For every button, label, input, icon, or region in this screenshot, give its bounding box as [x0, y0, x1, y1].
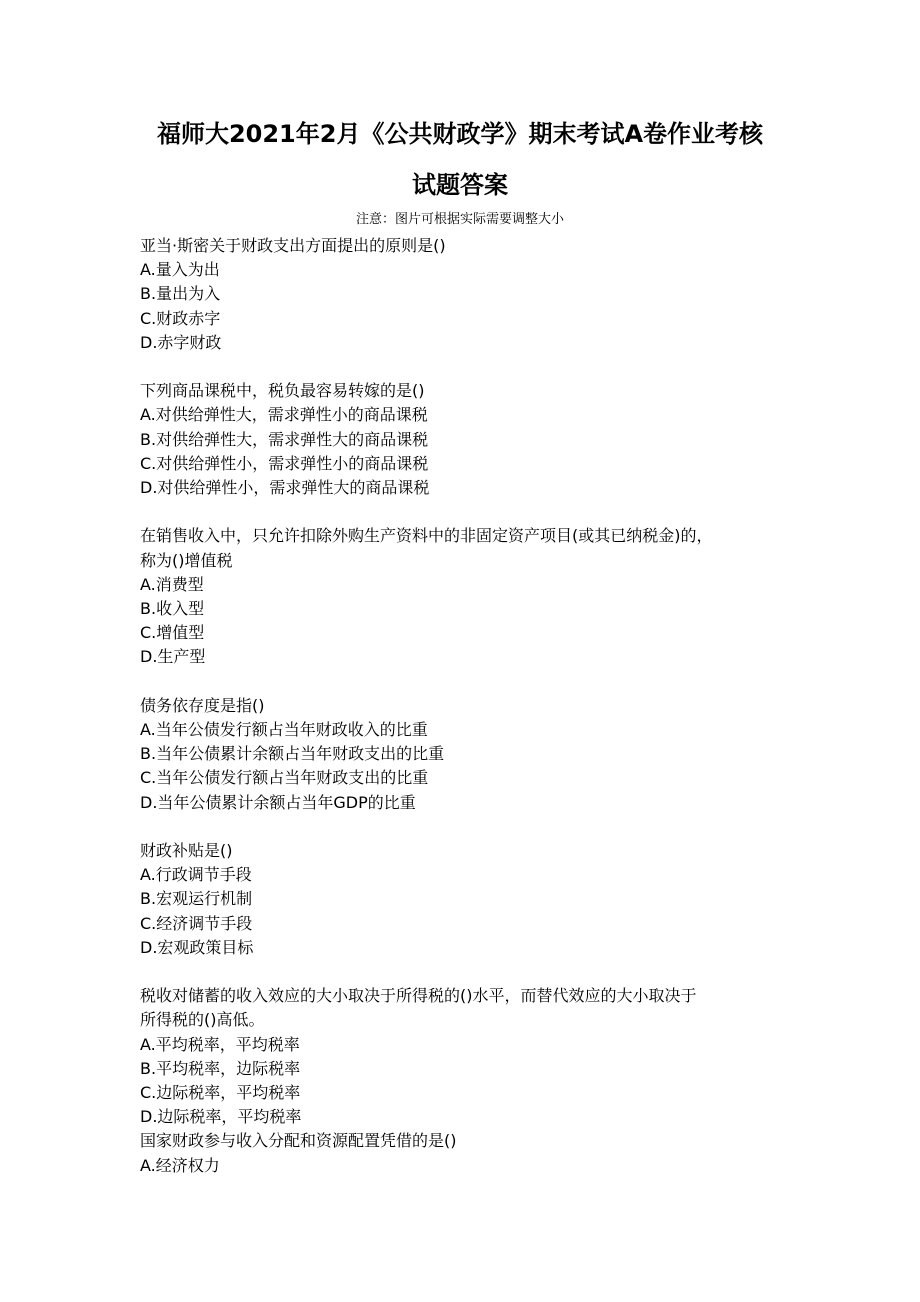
option-d: D.对供给弹性小，需求弹性大的商品课税 [140, 478, 430, 498]
question-stem: 亚当·斯密关于财政支出方面提出的原则是() [140, 236, 446, 255]
spacer [140, 355, 800, 379]
question-stem-line-1: 在销售收入中，只允许扣除外购生产资料中的非固定资产项目(或其已纳税金)的， [140, 526, 713, 546]
question-1 [140, 234, 800, 355]
question-stem-line-2: 所得税的()高低。 [140, 1010, 265, 1030]
option-b: B.平均税率，边际税率 [140, 1058, 301, 1078]
question-7 [140, 1129, 800, 1177]
option-c: C.增值型 [140, 623, 205, 643]
question-5 [140, 839, 800, 960]
spacer [140, 815, 800, 839]
option-a: A.经济权力 [140, 1155, 220, 1175]
option-c: C.财政赤字 [140, 308, 221, 328]
option-b: B.当年公债累计余额占当年财政支出的比重 [140, 744, 445, 764]
option-b: B.宏观运行机制 [140, 889, 253, 909]
option-d: D.生产型 [140, 647, 206, 667]
question-stem-line-2: 称为()增值税 [140, 550, 233, 570]
option-a: A.对供给弹性大，需求弹性小的商品课税 [140, 405, 428, 425]
option-a: A.平均税率，平均税率 [140, 1034, 300, 1054]
spacer [140, 500, 800, 524]
question-3 [140, 524, 800, 669]
option-b: B.收入型 [140, 599, 205, 619]
document-title-line-1: 福师大2021年2月《公共财政学》期末考试A卷作业考核 [156, 120, 764, 148]
question-stem: 国家财政参与收入分配和资源配置凭借的是() [140, 1131, 457, 1151]
question-stem: 下列商品课税中，税负最容易转嫁的是() [140, 381, 425, 401]
option-a: A.当年公债发行额占当年财政收入的比重 [140, 720, 428, 740]
option-d: D.当年公债累计余额占当年GDP的比重 [140, 792, 416, 812]
option-c: C.经济调节手段 [140, 913, 253, 933]
option-c: C.对供给弹性小，需求弹性小的商品课税 [140, 453, 429, 473]
option-a: A.行政调节手段 [140, 865, 252, 885]
question-6 [140, 984, 800, 1129]
option-b: B.对供给弹性大，需求弹性大的商品课税 [140, 429, 429, 449]
spacer [140, 670, 800, 694]
option-b: B.量出为入 [140, 284, 221, 304]
option-a: A.消费型 [140, 574, 204, 594]
spacer [140, 960, 800, 984]
document-title-line-2: 试题答案 [412, 171, 508, 199]
question-list [140, 234, 800, 1178]
option-d: D.赤字财政 [140, 332, 222, 352]
option-d: D.边际税率，平均税率 [140, 1107, 302, 1127]
option-c: C.当年公债发行额占当年财政支出的比重 [140, 768, 429, 788]
option-a: A.量入为出 [140, 260, 220, 280]
question-4 [140, 694, 800, 815]
option-c: C.边际税率，平均税率 [140, 1083, 301, 1103]
document-note: 注意：图片可根据实际需要调整大小 [355, 212, 564, 227]
option-d: D.宏观政策目标 [140, 937, 254, 957]
question-stem: 债务依存度是指() [140, 695, 265, 715]
question-2 [140, 379, 800, 500]
question-stem-line-1: 税收对储蓄的收入效应的大小取决于所得税的()水平，而替代效应的大小取决于 [140, 986, 697, 1006]
question-stem: 财政补贴是() [140, 841, 233, 861]
